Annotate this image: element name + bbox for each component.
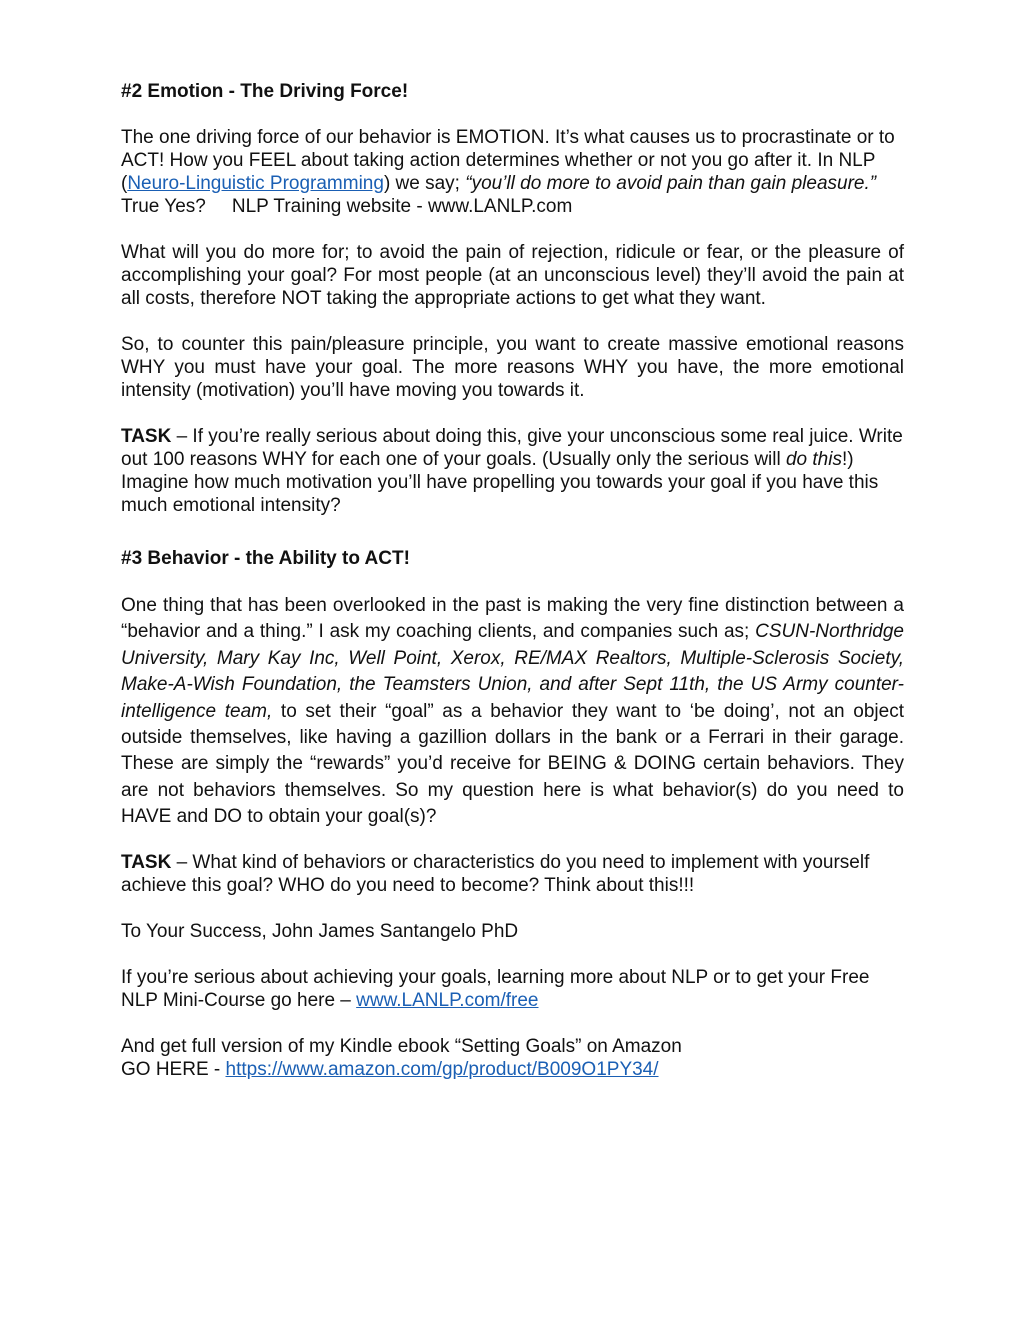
pain-pleasure-quote: “you’ll do more to avoid pain than gain pleasure.” — [465, 173, 877, 194]
cta-amazon — [121, 1035, 904, 1081]
task-label: TASK — [121, 426, 172, 447]
nlp-link[interactable]: Neuro-Linguistic Programming — [127, 173, 384, 194]
task-behavior — [121, 851, 904, 897]
paragraph-text: The one driving force of our behavior is EMOTION. It’s what causes us to procrastinate or to ACT! How you FEEL about taking action determines whether or not you go after it. In NLP ( — [121, 127, 895, 194]
paragraph-counter-principle: So, to counter this pain/pleasure principle, you want to create massive emotional reasons WHY you must have your goal. The more reasons WHY you have, the more emotional intensity (motivation) you’ll have moving you towards it. — [121, 334, 904, 401]
cta-text: And get full version of my Kindle ebook “Setting Goals” on Amazon — [121, 1035, 682, 1057]
section-heading-behavior: #3 Behavior - the Ability to ACT! — [121, 548, 410, 569]
paragraph-text: One thing that has been overlooked in the past is making the very fine distinction between a “behavior and a thing.” I ask my coaching clients, and companies such as; — [121, 595, 904, 643]
task-emphasis: do this — [785, 449, 842, 470]
paragraph-text: True Yes? — [121, 196, 206, 217]
paragraph-pain-pleasure: What will you do more for; to avoid the pain of rejection, ridicule or fear, or the pleasure of accomplishing your goal? For most people (at an unconscious level) they’ll avoid the pain at all costs, therefore NOT taking the appropriate actions to get what they want. — [121, 242, 904, 309]
cta-text: If you’re serious about achieving your goals, learning more about NLP or to get your Free NLP Mini-Course go here – — [121, 966, 870, 1011]
signoff: To Your Success, John James Santangelo PhD — [121, 920, 519, 942]
cta-prefix: GO HERE - — [121, 1058, 226, 1080]
task-text: !) Imagine how much motivation you’ll have propelling you towards your goal if you have this much emotional intensity? — [121, 449, 879, 516]
task-text: – If you’re really serious about doing this, give your unconscious some real juice. Write out 100 reasons WHY for each one of your goals. (Usually only the serious will — [121, 426, 903, 470]
task-emotion — [121, 425, 904, 517]
lanlp-free-link[interactable]: www.LANLP.com/free — [356, 989, 539, 1011]
training-website-text: NLP Training website - www.LANLP.com — [231, 196, 573, 217]
client-list: CSUN-Northridge University, Mary Kay Inc, Well Point, Xerox, RE/MAX Realtors, Multiple-Sclerosis Society, Make-A-Wish Foundation, the Teamsters Union, and after Sept 11th, the US Army counter-intelligence team, — [121, 621, 904, 722]
paragraph-driving-force — [121, 126, 904, 218]
paragraph-text: ) we say; — [383, 173, 466, 194]
paragraph-text: to set their “goal” as a behavior they want to ‘be doing’, not an object outside themselves, like having a gazillion dollars in the bank or a Ferrari in their garage. These are simply the “rewards” you’d receive for BEING & DOING certain behaviors. They are not behaviors themselves. So my question here is what behavior(s) do you need to HAVE and DO to obtain your goal(s)? — [121, 700, 904, 828]
cta-free-course — [121, 966, 904, 1012]
document-page — [121, 80, 904, 1104]
paragraph-behavior — [121, 593, 904, 831]
task-label: TASK — [121, 851, 172, 873]
section-heading-emotion: #2 Emotion - The Driving Force! — [121, 81, 409, 102]
amazon-link[interactable]: https://www.amazon.com/gp/product/B009O1PY34/ — [225, 1058, 659, 1080]
task-text: – What kind of behaviors or characteristics do you need to implement with yourself achieve this goal? WHO do you need to become? Think about this!!! — [121, 851, 870, 896]
